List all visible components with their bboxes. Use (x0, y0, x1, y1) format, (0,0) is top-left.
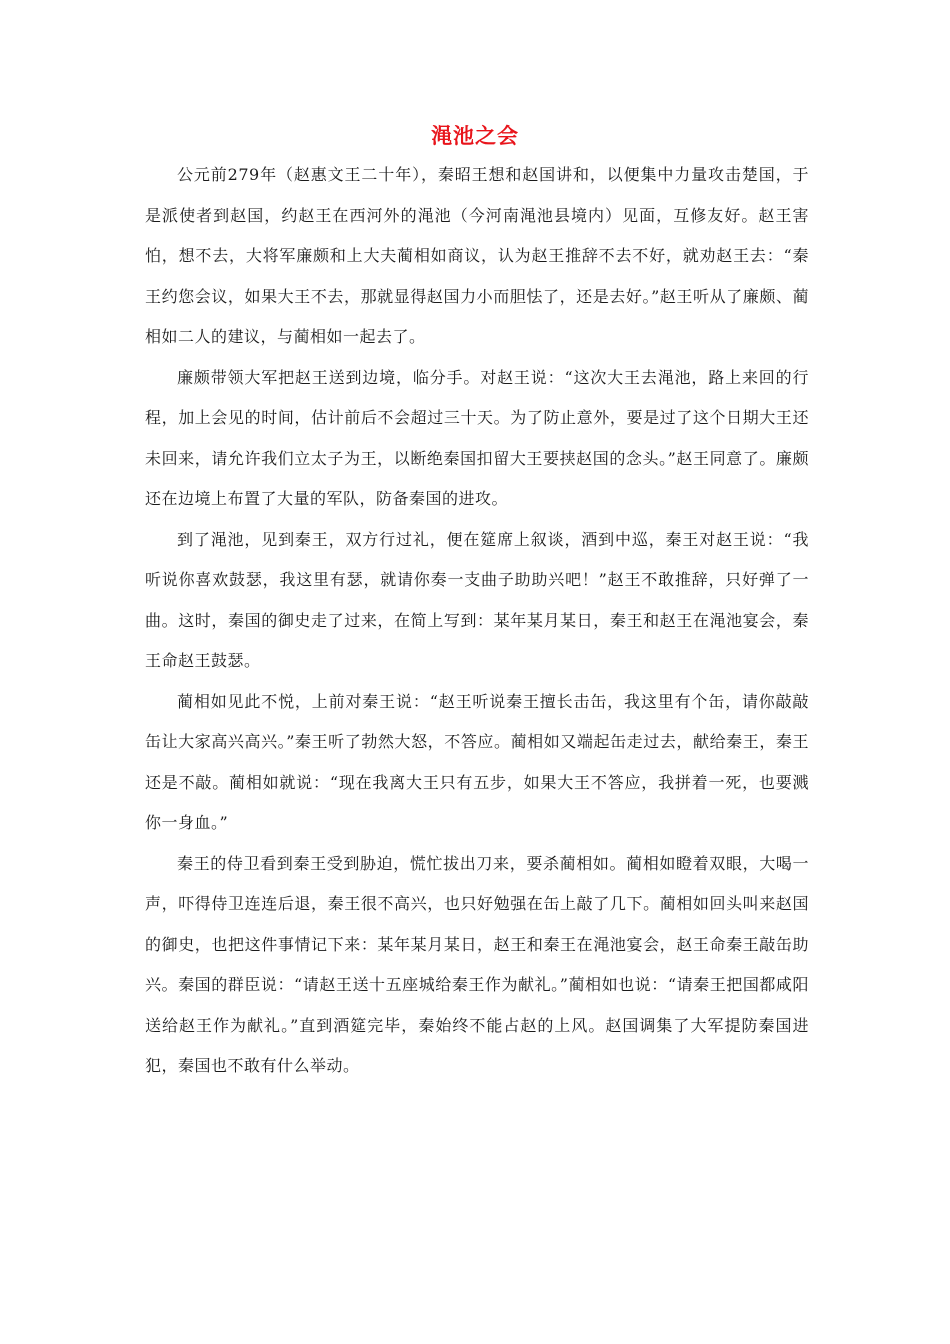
paragraph-1: 公元前279年（赵惠文王二十年），秦昭王想和赵国讲和，以便集中力量攻击楚国，于是派使者到赵国，约赵王在西河外的渑池（今河南渑池县境内）见面，互修友好。赵王害怕，想不去，大将军廉颇和上大夫蔺相如商议，认为赵王推辞不去不好，就劝赵王去：“秦王约您会议，如果大王不去，那就显得赵国力小而胆怯了，还是去好。”赵王听从了廉颇、蔺相如二人的建议，与蔺相如一起去了。 (145, 165, 809, 346)
document-body (145, 155, 809, 1087)
paragraph-3: 到了渑池，见到秦王，双方行过礼，便在筵席上叙谈，酒到中巡，秦王对赵王说：“我听说你喜欢鼓瑟，我这里有瑟，就请你奏一支曲子助助兴吧！”赵王不敢推辞，只好弹了一曲。这时，秦国的御史走了过来，在简上写到：某年某月某日，秦王和赵王在渑池宴会，秦王命赵王鼓瑟。 (145, 529, 809, 670)
paragraph-4: 蔺相如见此不悦，上前对秦王说：“赵王听说秦王擅长击缶，我这里有个缶，请你敲敲缶让大家高兴高兴。”秦王听了勃然大怒，不答应。蔺相如又端起缶走过去，献给秦王，秦王还是不敲。蔺相如就说：“现在我离大王只有五步，如果大王不答应，我拼着一死，也要溅你一身血。” (145, 691, 809, 832)
paragraph-2: 廉颇带领大军把赵王送到边境，临分手。对赵王说：“这次大王去渑池，路上来回的行程，加上会见的时间，估计前后不会超过三十天。为了防止意外，要是过了这个日期大王还未回来，请允许我们立太子为王，以断绝秦国扣留大王要挟赵国的念头。”赵王同意了。廉颇还在边境上布置了大量的军队，防备秦国的进攻。 (145, 367, 809, 508)
paragraph-5: 秦王的侍卫看到秦王受到胁迫，慌忙拔出刀来，要杀蔺相如。蔺相如瞪着双眼，大喝一声，吓得侍卫连连后退，秦王很不高兴，也只好勉强在缶上敲了几下。蔺相如回头叫来赵国的御史，也把这件事情记下来：某年某月某日，赵王和秦王在渑池宴会，赵王命秦王敲缶助兴。秦国的群臣说：“请赵王送十五座城给秦王作为献礼。”蔺相如也说：“请秦王把国都咸阳送给赵王作为献礼。”直到酒筵完毕，秦始终不能占赵的上风。赵国调集了大军提防秦国进犯，秦国也不敢有什么举动。 (145, 853, 809, 1075)
document-title: 渑池之会 (431, 123, 519, 148)
